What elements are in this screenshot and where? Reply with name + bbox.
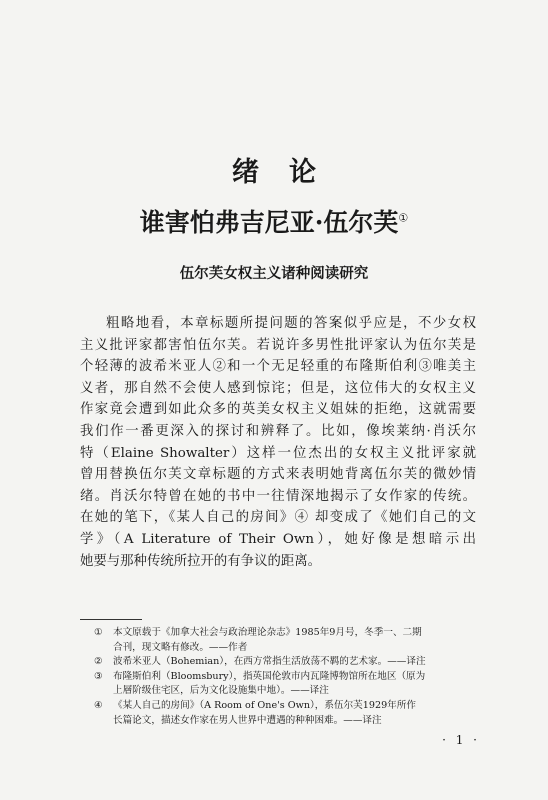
footnote-mark: ③	[94, 670, 103, 682]
page-number: · 1 ·	[442, 733, 480, 747]
chapter-heading: 绪论	[232, 157, 346, 188]
footnote-line: 长篇论文，描述女作家在男人世界中遭遇的种种困难。——译注	[113, 714, 382, 726]
body-line: 她要与那种传统所拉开的有争议的距离。	[80, 553, 322, 569]
chapter-title	[0, 203, 548, 239]
footnote-line: 波希米亚人（Bohemian），在西方常指生活放荡不羁的艺术家。——译注	[113, 656, 426, 668]
footnote-mark: ④	[94, 699, 103, 711]
footnote-mark: ②	[94, 656, 103, 668]
body-line: 粗略地看，本章标题所提问题的答案似乎应是，不少女权	[106, 316, 476, 331]
body-line: 学》（A Literature of Their Own），她好像是想暗示出	[80, 531, 476, 547]
footnote-line: 《某人自己的房间》（A Room of One's Own），系伍尔芙1929年所作	[113, 699, 416, 711]
footnote-line: 合刊，现文略有修改。——作者	[113, 641, 248, 653]
footnote	[80, 670, 476, 699]
footnote	[80, 699, 476, 728]
footnote-divider	[80, 619, 142, 620]
title-footnote-mark: ①	[398, 211, 409, 225]
body-line: 义者，那自然不会使人感到惊诧；但是，这位伟大的女权主义	[80, 380, 476, 396]
body-line: 在她的笔下，《某人自己的房间》④ 却变成了《她们自己的文	[80, 510, 476, 526]
body-paragraph	[80, 313, 476, 572]
footnotes	[80, 626, 476, 728]
footnote	[80, 655, 476, 670]
body-line: 作家竟会遭到如此众多的英美女权主义姐妹的拒绝，这就需要	[80, 402, 476, 418]
footnote	[80, 626, 476, 655]
body-line: 绪。肖沃尔特曾在她的书中一往情深地揭示了女作家的传统。	[80, 488, 476, 504]
body-line: 个轻薄的波希米亚人②和一个无足轻重的布隆斯伯利③唯美主	[80, 359, 476, 375]
body-line: 我们作一番更深入的探讨和辨释了。比如，像埃莱纳·肖沃尔	[80, 423, 476, 439]
footnote-line: 布隆斯伯利（Bloomsbury），指英国伦敦市内瓦隆博物馆所在地区（原为	[113, 670, 426, 682]
chapter-subtitle: 伍尔芙女权主义诸种阅读研究	[179, 266, 369, 282]
chapter-title-text: 谁害怕弗吉尼亚·伍尔芙	[139, 208, 399, 237]
footnote-line: 上層阶级住宅区，后为文化设施集中地）。——译注	[113, 685, 329, 697]
body-line: 特（Elaine Showalter）这样一位杰出的女权主义批评家就	[80, 445, 476, 461]
body-line: 主义批评家都害怕伍尔芙。若说许多男性批评家认为伍尔芙是	[80, 337, 476, 353]
footnote-line: 本文原载于《加拿大社会与政治理论杂志》1985年9月号，冬季一、二期	[113, 627, 422, 638]
body-line: 曾用替换伍尔芙文章标题的方式来表明她背离伍尔芙的微妙情	[80, 467, 476, 483]
footnote-mark: ①	[94, 627, 103, 638]
